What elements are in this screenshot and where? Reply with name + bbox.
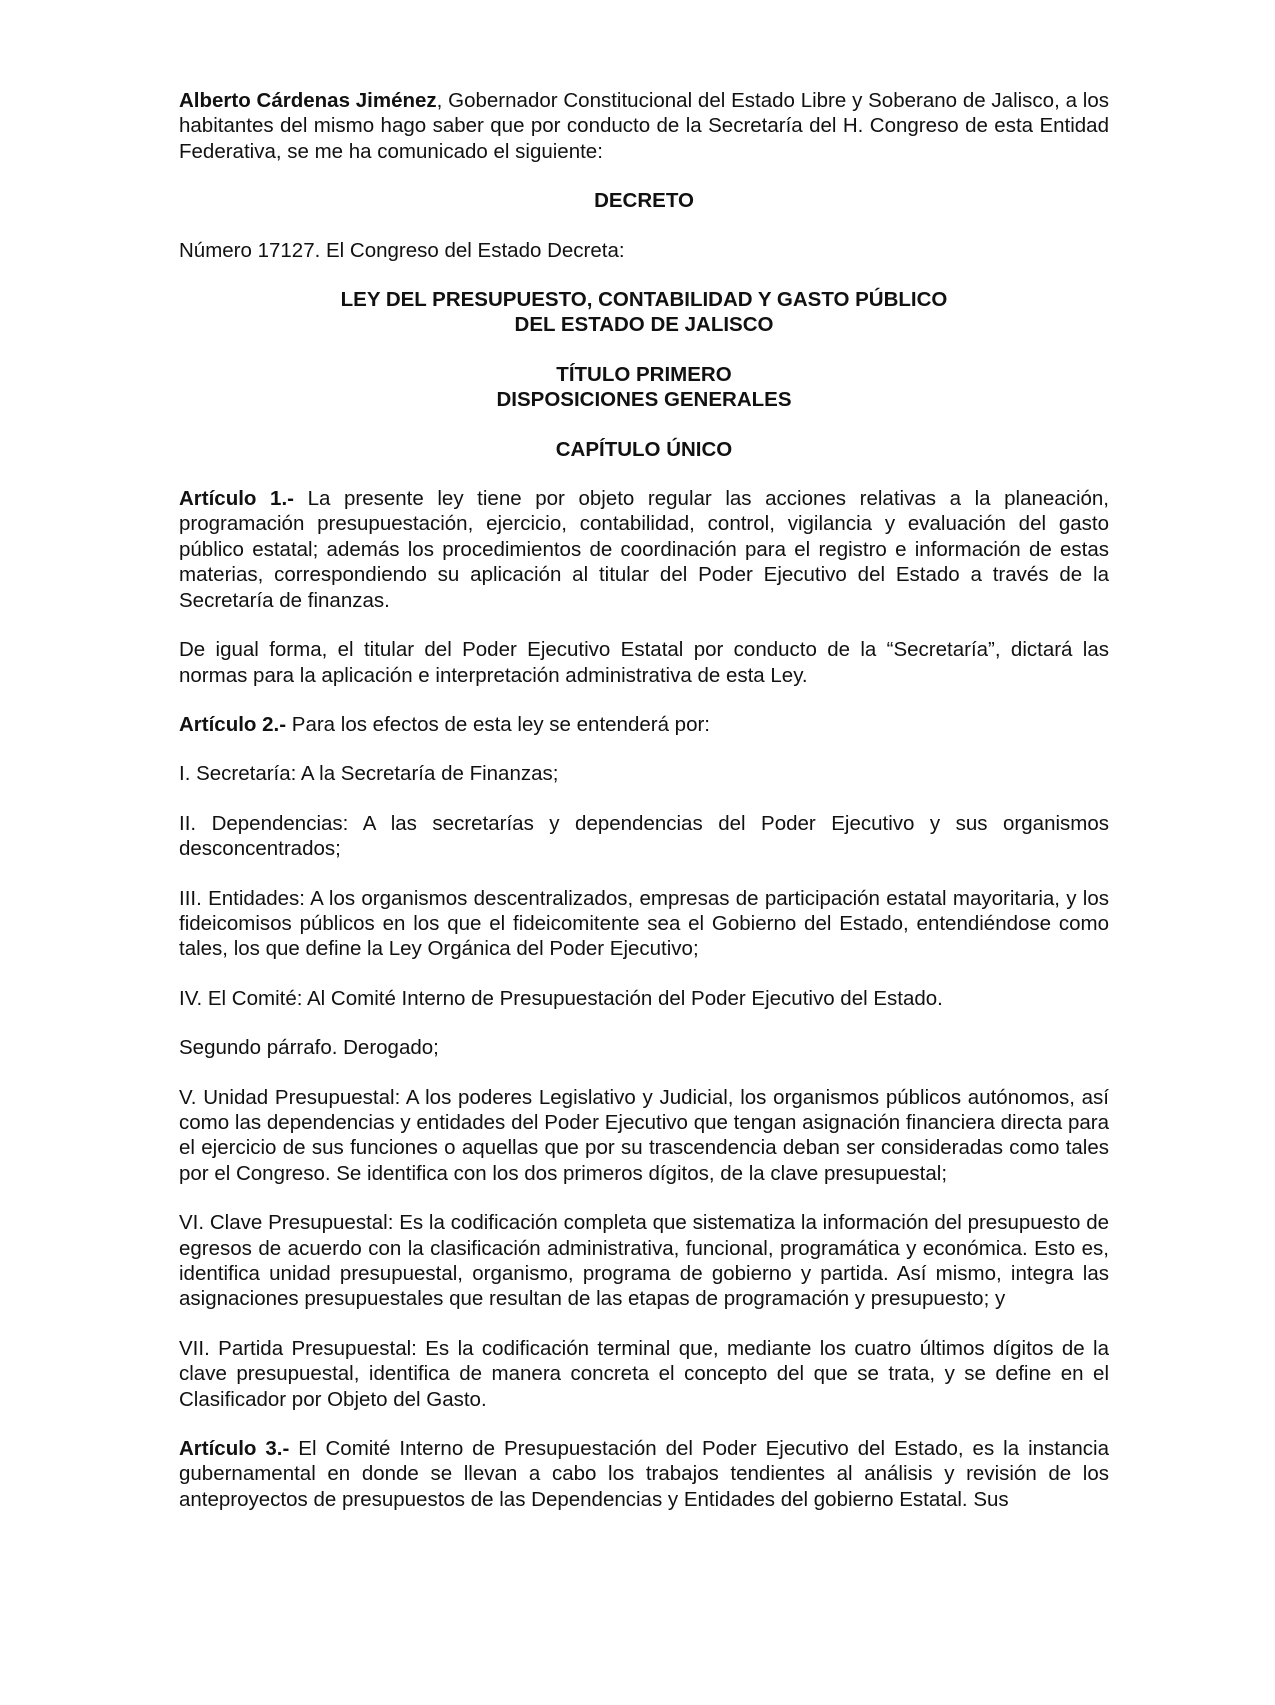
document-page — [179, 88, 1109, 1512]
intro-paragraph — [179, 88, 1109, 164]
article-2-item-3: III. Entidades: A los organismos descentralizados, empresas de participación estatal mayoritaria, y los fideicomisos públicos en los que el fideicomitente sea el Gobierno del Estado, entendiéndose como tales, los que define la Ley Orgánica del Poder Ejecutivo; — [179, 886, 1109, 961]
article-2-item-2: II. Dependencias: A las secretarías y dependencias del Poder Ejecutivo y sus organismos desconcentrados; — [179, 811, 1109, 861]
article-1-text: La presente ley tiene por objeto regular las acciones relativas a la planeación, programación presupuestación, ejercicio, contabilidad, control, vigilancia y evaluación del gasto público estatal; además los procedimientos de coordinación para el registro e información de estas materias, correspondiendo su aplicación al titular del Poder Ejecutivo del Estado a través de la Secretaría de finanzas. — [179, 487, 1109, 612]
article-3-label: Artículo 3.- — [179, 1437, 290, 1461]
article-2-item-7: VII. Partida Presupuestal: Es la codificación terminal que, mediante los cuatro últimos dígitos de la clave presupuestal, identifica de manera concreta el concepto del que se trata, y se define en el Clasificador por Objeto del Gasto. — [179, 1336, 1109, 1411]
article-2-item-1: I. Secretaría: A la Secretaría de Finanzas; — [179, 762, 559, 786]
article-3 — [179, 1436, 1109, 1512]
law-title-line2: DEL ESTADO DE JALISCO — [514, 313, 774, 337]
law-title — [179, 287, 1109, 338]
title-heading-line2: DISPOSICIONES GENERALES — [496, 388, 792, 412]
title-heading-line1: TÍTULO PRIMERO — [556, 362, 732, 386]
decreto-heading: DECRETO — [594, 189, 694, 213]
law-title-line1: LEY DEL PRESUPUESTO, CONTABILIDAD Y GASTO PÚBLICO — [340, 288, 948, 312]
article-3-text: El Comité Interno de Presupuestación del Poder Ejecutivo del Estado, es la instancia gubernamental en donde se llevan a cabo los trabajos tendientes al análisis y revisión de los anteproyectos de presupuestos de las Dependencias y Entidades del gobierno Estatal. Sus — [179, 1437, 1109, 1511]
article-1 — [179, 486, 1109, 613]
governor-name: Alberto Cárdenas Jiménez — [179, 89, 437, 112]
decree-number: Número 17127. El Congreso del Estado Decreta: — [179, 238, 625, 262]
article-2-label: Artículo 2.- — [179, 712, 287, 736]
article-2-derogated-note: Segundo párrafo. Derogado; — [179, 1036, 439, 1060]
article-1-paragraph-2: De igual forma, el titular del Poder Ejecutivo Estatal por conducto de la “Secretaría”, dictará las normas para la aplicación e interpretación administrativa de esta Ley. — [179, 638, 1109, 687]
intro-text: , Gobernador Constitucional del Estado Libre y Soberano de Jalisco, a los habitantes del mismo hago saber que por conducto de la Secretaría del H. Congreso de esta Entidad Federativa, se me ha comunicado el siguiente: — [179, 89, 1109, 163]
article-1-label: Artículo 1.- — [179, 487, 294, 511]
article-2-item-4: IV. El Comité: Al Comité Interno de Presupuestación del Poder Ejecutivo del Estado. — [179, 986, 943, 1010]
article-2 — [179, 712, 1109, 737]
chapter-heading: CAPÍTULO ÚNICO — [555, 437, 733, 461]
title-heading — [179, 362, 1109, 413]
article-2-text: Para los efectos de esta ley se entenderá por: — [286, 712, 711, 736]
article-2-item-5: V. Unidad Presupuestal: A los poderes Legislativo y Judicial, los organismos públicos autónomos, así como las dependencias y entidades del Poder Ejecutivo que tengan asignación financiera directa para el ejercicio de sus funciones o aquellas que por su trascendencia deban ser consideradas como tales por el Congreso. Se identifica con los dos primeros dígitos, de la clave presupuestal; — [179, 1085, 1109, 1185]
article-2-item-6: VI. Clave Presupuestal: Es la codificación completa que sistematiza la información del presupuesto de egresos de acuerdo con la clasificación administrativa, funcional, programática y económica. Esto es, identifica unidad presupuestal, organismo, programa de gobierno y partida. Así mismo, integra las asignaciones presupuestales que resultan de las etapas de programación y presupuesto; y — [179, 1211, 1109, 1311]
